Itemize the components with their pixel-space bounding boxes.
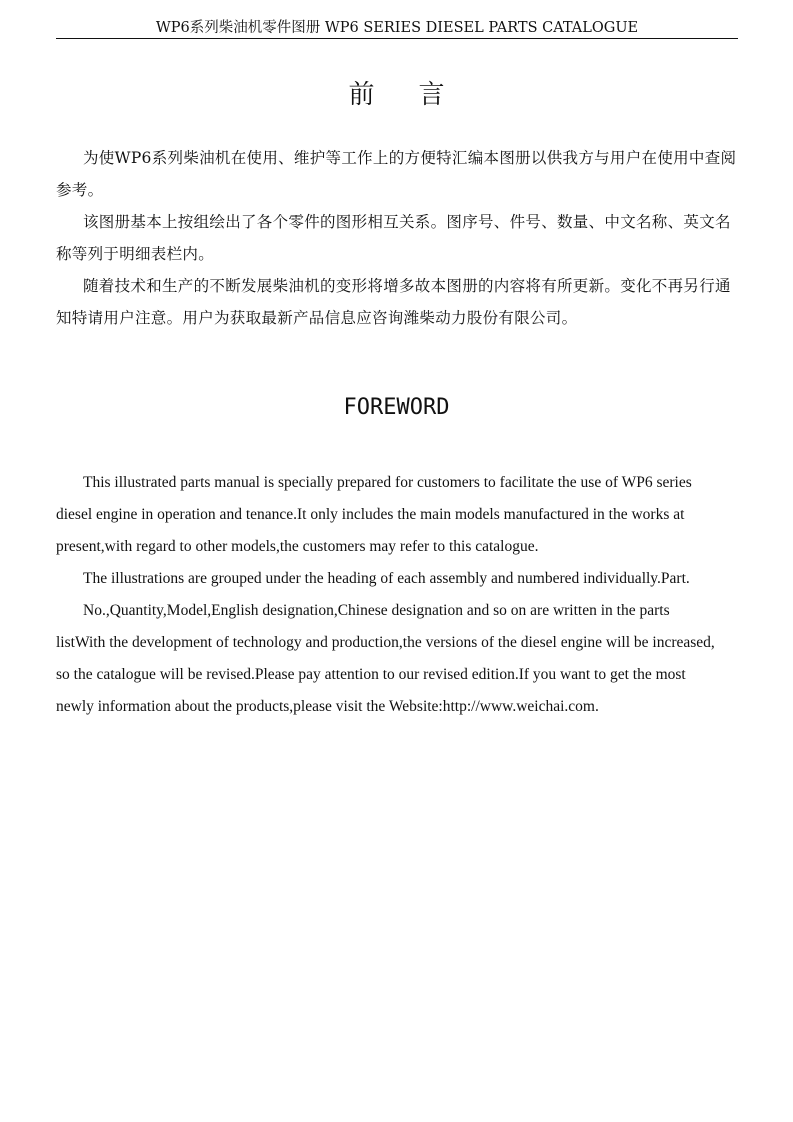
foreword-body-english bbox=[56, 467, 738, 723]
english-text-line: present,with regard to other models,the customers may refer to this catalogue. bbox=[56, 538, 539, 555]
page-header: WP6系列柴油机零件图册 WP6 SERIES DIESEL PARTS CATALOGUE bbox=[155, 20, 639, 36]
foreword-title-english: FOREWORD bbox=[343, 395, 450, 420]
english-text-line: No.,Quantity,Model,English designation,Chinese designation and so on are written in the parts bbox=[83, 602, 670, 619]
foreword-body-chinese bbox=[56, 142, 738, 334]
foreword-title-chinese: 前言 bbox=[348, 80, 489, 110]
english-text-line: so the catalogue will be revised.Please pay attention to our revised edition.If you want to get the most bbox=[56, 666, 686, 683]
english-text-line: This illustrated parts manual is specially prepared for customers to facilitate the use of WP6 series bbox=[83, 474, 692, 491]
header-divider bbox=[56, 38, 738, 39]
english-text-line: listWith the development of technology and production,the versions of the diesel engine will be increased, bbox=[56, 634, 715, 651]
english-text-line: The illustrations are grouped under the heading of each assembly and numbered individually.Part. bbox=[83, 570, 690, 587]
chinese-paragraph: 该图册基本上按组绘出了各个零件的图形相互关系。图序号、件号、数量、中文名称、英文名称等列于明细表栏内。 bbox=[56, 213, 731, 263]
chinese-paragraph: 为使WP6系列柴油机在使用、维护等工作上的方便特汇编本图册以供我方与用户在使用中查阅参考。 bbox=[56, 149, 737, 199]
english-text-line: diesel engine in operation and tenance.It only includes the main models manufactured in the works at bbox=[56, 506, 685, 523]
chinese-paragraph: 随着技术和生产的不断发展柴油机的变形将增多故本图册的内容将有所更新。变化不再另行通知特请用户注意。用户为获取最新产品信息应咨询潍柴动力股份有限公司。 bbox=[56, 277, 731, 327]
english-text-line: newly information about the products,please visit the Website:http://www.weichai.com. bbox=[56, 698, 599, 715]
